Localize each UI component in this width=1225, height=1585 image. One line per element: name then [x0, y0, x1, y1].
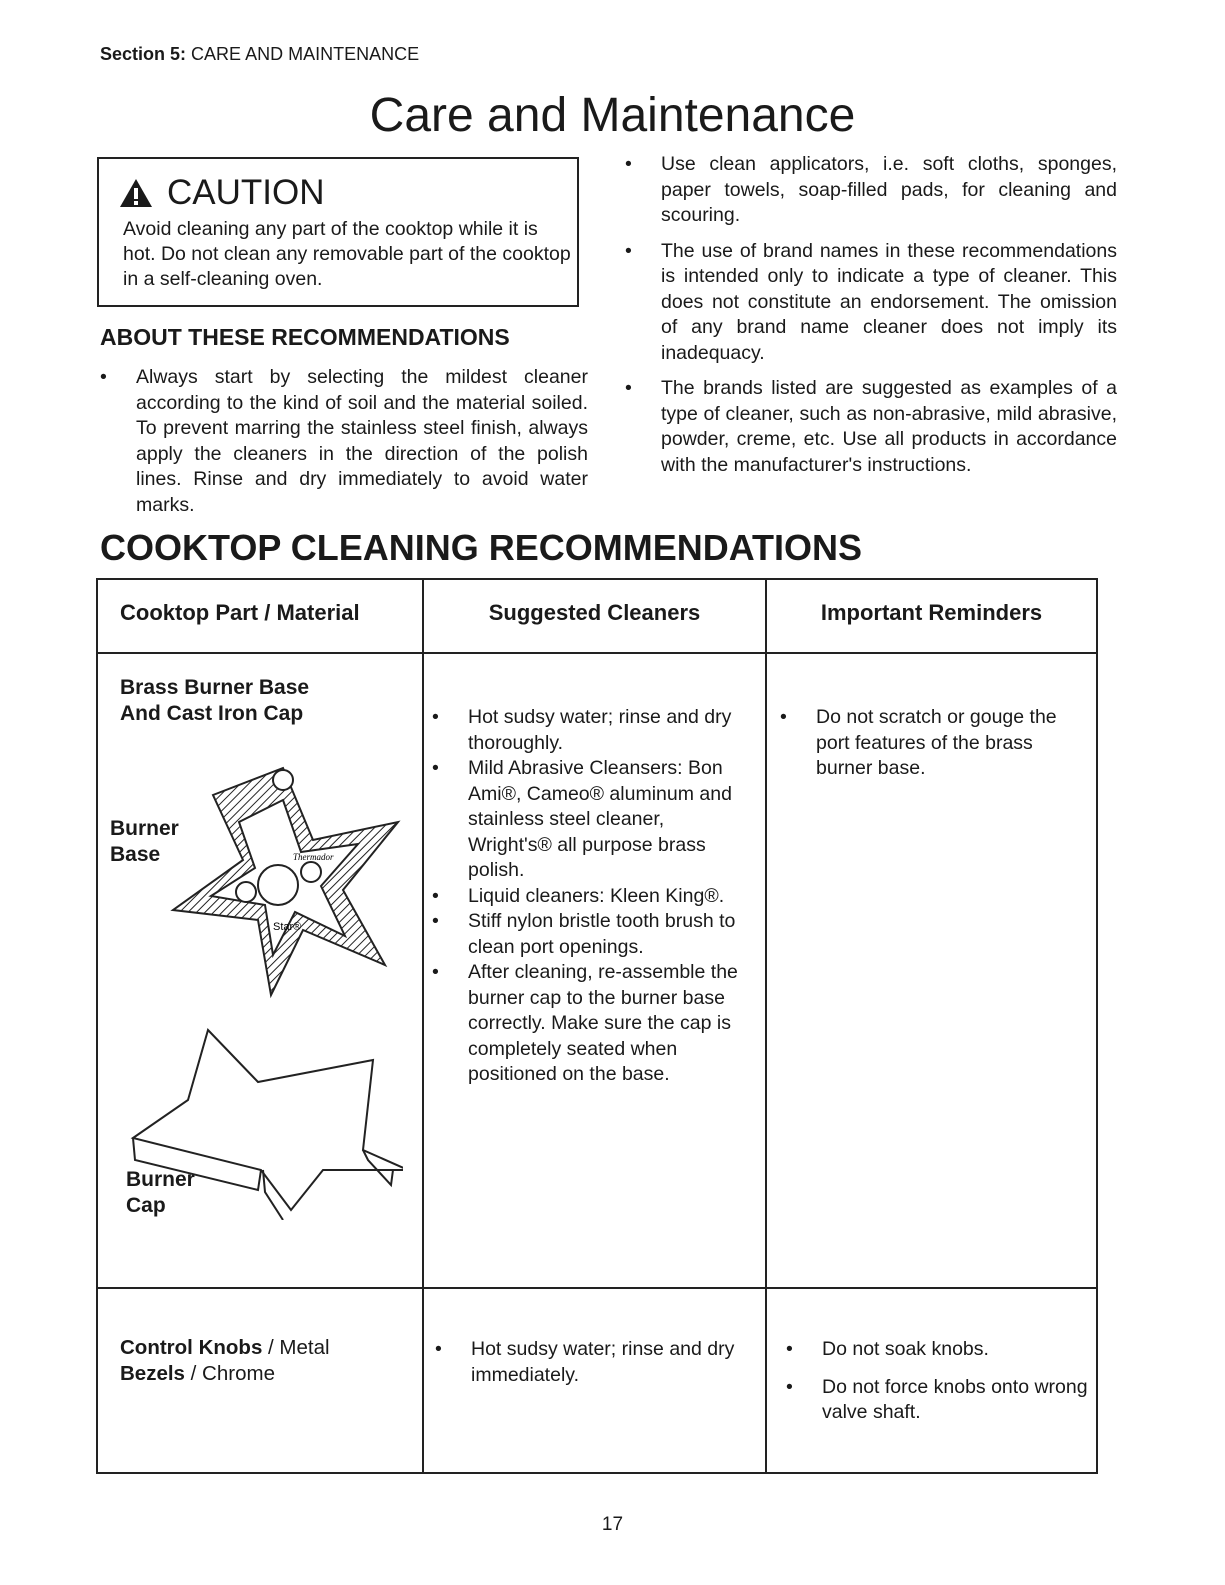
cleaner-item: • Mild Abrasive Cleansers: Bon Ami®, Cameo® aluminum and stainless steel cleaner, Wright's® all purpose brass polish. — [432, 756, 742, 884]
column-divider — [422, 580, 424, 1472]
part-name — [120, 1335, 330, 1386]
general-notes-list — [625, 152, 1117, 488]
burner-base-label — [110, 816, 179, 868]
section-name: CARE AND MAINTENANCE — [191, 44, 420, 64]
part-name — [120, 675, 309, 727]
caution-heading — [119, 173, 325, 213]
cooktop-heading: COOKTOP CLEANING RECOMMENDATIONS — [100, 527, 863, 568]
label-line: Burner — [126, 1168, 195, 1191]
cleaner-item: • Liquid cleaners: Kleen King®. — [432, 884, 742, 910]
about-item: • Always start by selecting the mildest cleaner according to the kind of soil and the material soiled. To prevent marring the stainless steel finish, always apply the cleaners in the direction of the polish lines. Rinse and dry immediately to avoid water marks. — [100, 365, 588, 518]
row-divider — [98, 652, 1096, 654]
note-item: • The brands listed are suggested as examples of a type of cleaner, such as non-abrasive, mild abrasive, powder, creme, etc. Use all products in accordance with the manufacturer's instructions. — [625, 376, 1117, 478]
cleaner-item: • Hot sudsy water; rinse and dry thoroughly. — [432, 705, 742, 756]
section-header — [100, 44, 419, 65]
section-label: Section 5: — [100, 44, 187, 64]
note-item: • The use of brand names in these recommendations is intended only to indicate a type of cleaner. This does not constitute an endorsement. The omission of any brand name cleaner does not imply its inadequacy. — [625, 239, 1117, 367]
warning-icon — [119, 178, 153, 208]
label-line: Cap — [126, 1194, 166, 1217]
star-mark: Star® — [273, 921, 302, 933]
row-divider — [98, 1287, 1096, 1289]
reminder-item: • Do not force knobs onto wrong valve shaft. — [786, 1375, 1088, 1426]
caution-title: CAUTION — [167, 173, 325, 212]
reminders-list — [780, 705, 1088, 782]
label-line: Base — [110, 843, 161, 866]
column-divider — [765, 580, 767, 1472]
column-header-reminders: Important Reminders — [820, 600, 1043, 625]
cleaners-list — [435, 1337, 745, 1388]
page-title: Care and Maintenance — [369, 89, 856, 142]
about-list — [100, 365, 588, 518]
cleaner-item: • After cleaning, re-assemble the burner cap to the burner base correctly. Make sure the cap is completely seated when positioned on the base. — [432, 960, 742, 1088]
reminder-item: • Do not soak knobs. — [786, 1337, 1088, 1363]
column-header-part: Cooktop Part / Material — [120, 600, 360, 625]
caution-text: Avoid cleaning any part of the cooktop while it is hot. Do not clean any removable part of the cooktop in a self-cleaning oven. — [123, 218, 571, 290]
part-bold: Bezels — [120, 1361, 185, 1385]
burner-cap-label — [126, 1167, 195, 1219]
label-line: Burner — [110, 817, 179, 840]
cleaner-item: • Stiff nylon bristle tooth brush to clean port openings. — [432, 909, 742, 960]
about-heading: ABOUT THESE RECOMMENDATIONS — [100, 324, 510, 350]
page-number: 17 — [601, 1514, 624, 1535]
cleaning-table — [96, 578, 1098, 1474]
part-rest: / Chrome — [184, 1361, 275, 1385]
brand-mark: Thermador — [293, 852, 334, 862]
reminder-item: • Do not scratch or gouge the port features of the brass burner base. — [780, 705, 1088, 782]
part-bold: Control Knobs — [120, 1336, 263, 1359]
cleaner-item: • Hot sudsy water; rinse and dry immediately. — [435, 1337, 745, 1388]
part-rest: / Metal — [262, 1336, 330, 1359]
caution-box — [97, 157, 579, 307]
part-line: And Cast Iron Cap — [120, 702, 304, 725]
cleaners-list — [432, 705, 742, 1088]
part-line: Brass Burner Base — [120, 676, 310, 699]
reminders-list — [786, 1337, 1088, 1426]
column-header-cleaners: Suggested Cleaners — [488, 600, 701, 625]
burner-base-illustration — [153, 760, 413, 1010]
note-item: • Use clean applicators, i.e. soft cloths, sponges, paper towels, soap-filled pads, for cleaning and scouring. — [625, 152, 1117, 229]
